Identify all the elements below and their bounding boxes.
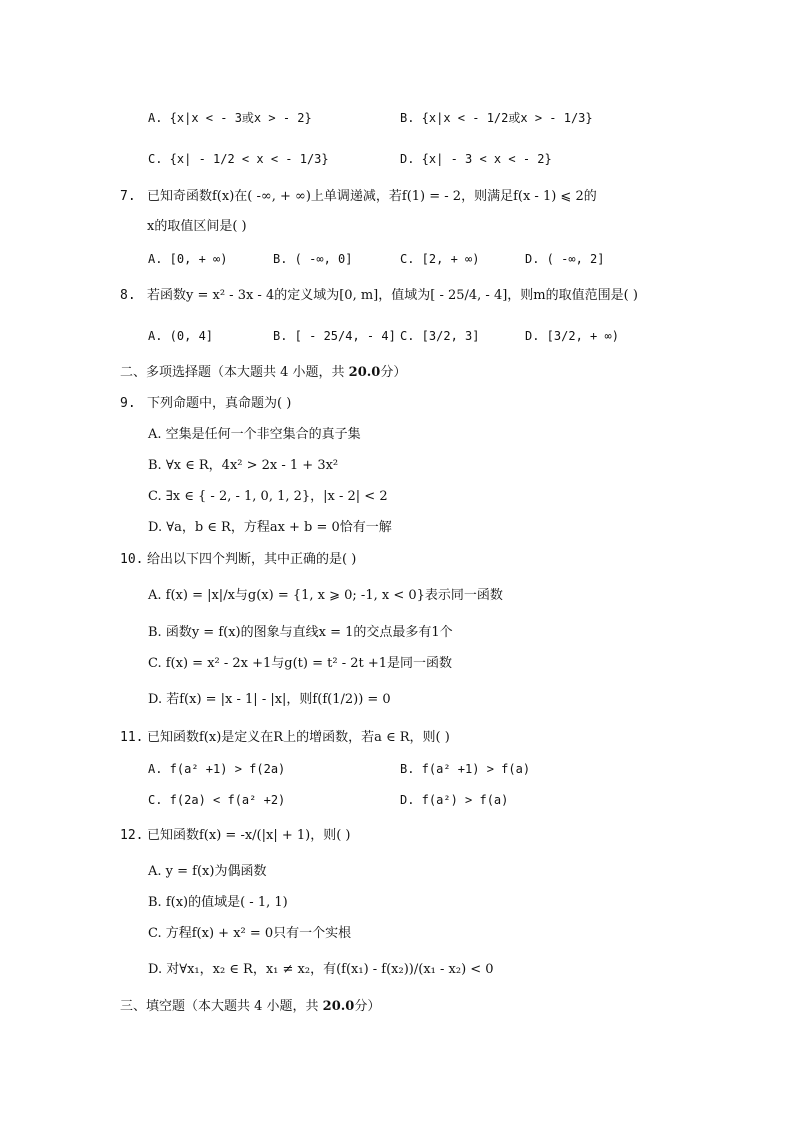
q9-option-d: D. ∀a，b ∈ R，方程ax + b = 0恰有一解	[148, 520, 392, 535]
q8-option-d: D. [3/2, + ∞)	[525, 329, 619, 343]
section-heading-fill-in	[120, 998, 380, 1016]
q12-option-c: C. 方程f(x) + x² = 0只有一个实根	[148, 926, 352, 941]
q12-option-d: D. 对∀x₁，x₂ ∈ R，x₁ ≠ x₂，有(f(x₁) - f(x₂))/(x₁ - x₂) < 0	[148, 962, 494, 977]
q10-option-b: B. 函数y = f(x)的图象与直线x = 1的交点最多有1个	[148, 625, 453, 640]
q8-option-c: C. [3/2, 3]	[400, 329, 480, 343]
q8-number: 8.	[120, 288, 136, 303]
section2-tail: 分）	[380, 365, 407, 380]
q11-option-c: C. f(2a) < f(a² +2)	[148, 793, 286, 807]
q6-option-b: B. {x|x < - 1/2或x > - 1/3}	[400, 111, 593, 125]
q7-option-d: D. ( -∞, 2]	[525, 252, 605, 266]
q9-option-c: C. ∃x ∈ { - 2, - 1, 0, 1, 2}，|x - 2| < 2	[148, 489, 388, 504]
q7-option-a: A. [0, + ∞)	[148, 252, 228, 266]
q11-number: 11.	[120, 730, 144, 745]
q8-text: 若函数y = x² - 3x - 4的定义域为[0, m]，值域为[ - 25/4, - 4]，则m的取值范围是( )	[147, 288, 638, 303]
section3-tail: 分）	[354, 999, 381, 1014]
q7-number: 7.	[120, 189, 136, 204]
q10-option-a: A. f(x) = |x|/x与g(x) = {1, x ⩾ 0; -1, x < 0}表示同一函数	[148, 588, 503, 603]
q9-number: 9.	[120, 396, 136, 411]
q12-number: 12.	[120, 828, 144, 843]
q10-option-d: D. 若f(x) = |x - 1| - |x|，则f(f(1/2)) = 0	[148, 692, 391, 707]
q7-text-line1: 已知奇函数f(x)在( -∞, + ∞)上单调递减，若f(1) = - 2，则满足f(x - 1) ⩽ 2的	[147, 189, 597, 204]
section3-title: 三、填空题（本大题共 4 小题，共	[120, 999, 323, 1014]
q9-option-b: B. ∀x ∈ R，4x² > 2x - 1 + 3x²	[148, 458, 339, 473]
q10-text: 给出以下四个判断，其中正确的是( )	[147, 552, 357, 567]
q6-option-a: A. {x|x < - 3或x > - 2}	[148, 111, 312, 125]
section3-score: 20.0	[322, 999, 355, 1014]
q7-option-c: C. [2, + ∞)	[400, 252, 480, 266]
q12-text: 已知函数f(x) = -x/(|x| + 1)，则( )	[147, 828, 351, 843]
q11-option-a: A. f(a² +1) > f(2a)	[148, 762, 286, 776]
q10-number: 10.	[120, 552, 144, 567]
q11-option-b: B. f(a² +1) > f(a)	[400, 762, 531, 776]
q12-option-a: A. y = f(x)为偶函数	[148, 864, 267, 879]
q6-option-c: C. {x| - 1/2 < x < - 1/3}	[148, 152, 329, 166]
section2-title: 二、多项选择题（本大题共 4 小题，共	[120, 365, 349, 380]
q11-text: 已知函数f(x)是定义在R上的增函数，若a ∈ R，则( )	[147, 730, 450, 745]
q7-option-b: B. ( -∞, 0]	[273, 252, 353, 266]
q8-option-b: B. [ - 25/4, - 4]	[273, 329, 396, 343]
q11-option-d: D. f(a²) > f(a)	[400, 793, 509, 807]
q8-option-a: A. (0, 4]	[148, 329, 214, 343]
section-heading-multiple-choice	[120, 364, 406, 382]
q6-option-d: D. {x| - 3 < x < - 2}	[400, 152, 552, 166]
q10-option-c: C. f(x) = x² - 2x +1与g(t) = t² - 2t +1是同一函数	[148, 656, 453, 671]
section2-score: 20.0	[348, 365, 381, 380]
q9-text: 下列命题中，真命题为( )	[147, 396, 292, 411]
q12-option-b: B. f(x)的值域是( - 1, 1)	[148, 895, 288, 910]
q9-option-a: A. 空集是任何一个非空集合的真子集	[148, 427, 361, 442]
q7-text-line2: x的取值区间是( )	[147, 219, 247, 234]
